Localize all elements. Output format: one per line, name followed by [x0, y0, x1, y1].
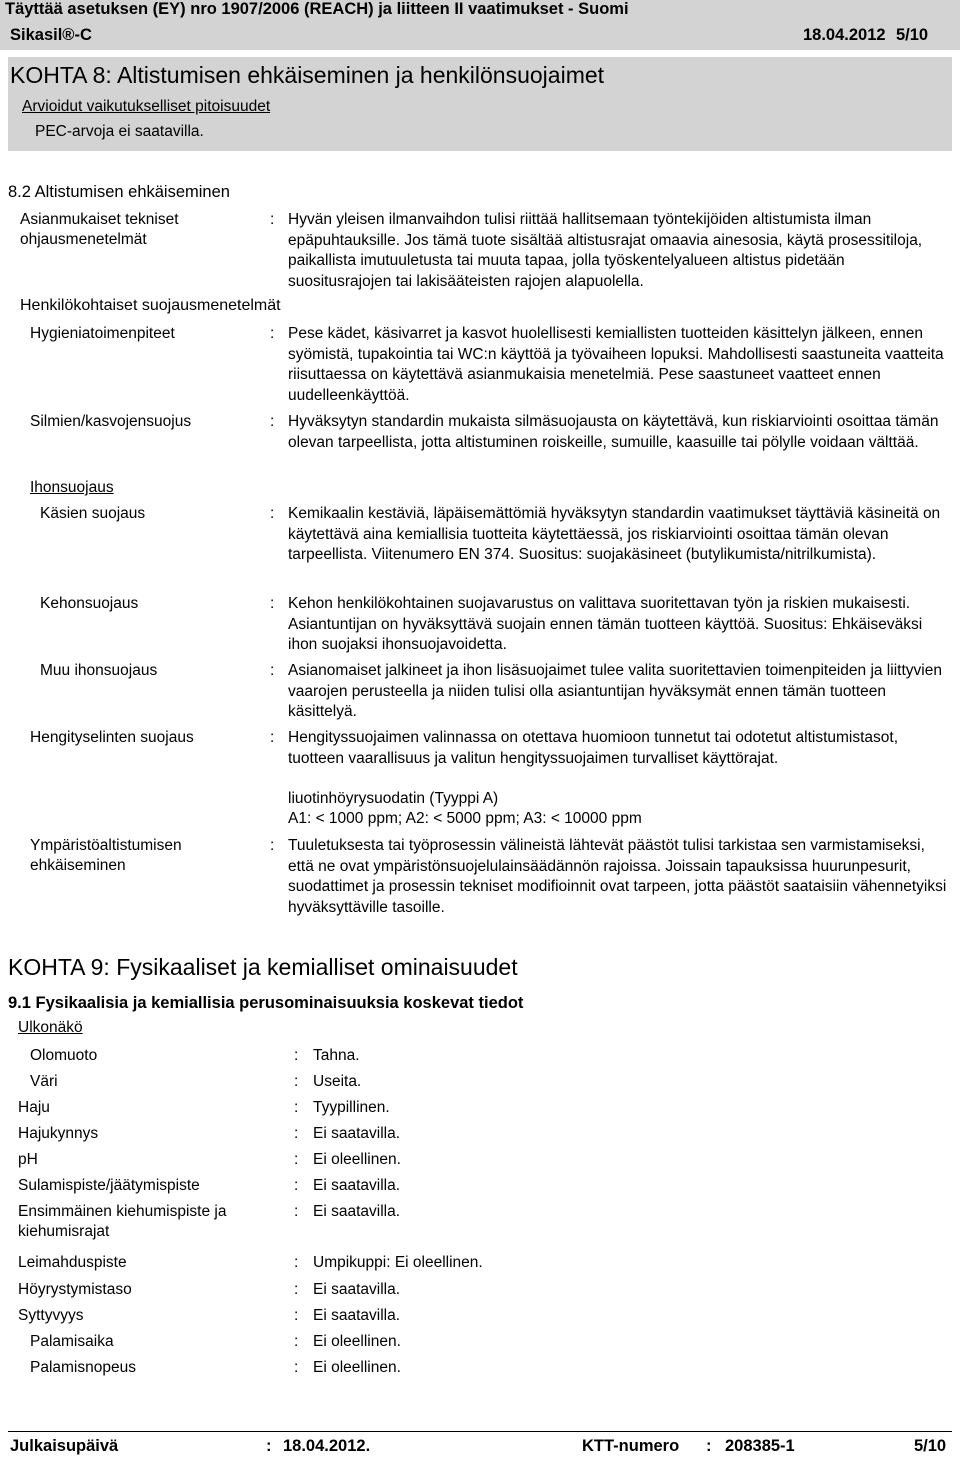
property-label: Hajukynnys — [18, 1125, 99, 1142]
footer-divider — [8, 1431, 952, 1432]
property-label: Sulamispiste/jäätymispiste — [18, 1177, 200, 1194]
tech-controls-value: Hyvän yleisen ilmanvaihdon tulisi riittää hallitsemaan työntekijöiden altistumista ilman epäpuhtauksille. Jos tämä tuote sisältää altistusrajat omaavia ainesosia, käytä prosessitiloja, paikallista imutuuletusta tai muuta tapaa, jolla työskentelyalueen altistus pidetään suositusrajojen tai lakisääteisten rajojen alapuolella. — [288, 211, 923, 290]
property-value: Ei oleellinen. — [313, 1359, 401, 1376]
colon-separator: : — [270, 729, 275, 746]
appearance-heading: Ulkonäkö — [18, 1019, 83, 1036]
environmental-exposure-label-line1: Ympäristöaltistumisen — [30, 837, 182, 854]
colon-separator: : — [294, 1151, 299, 1168]
colon-separator: : — [266, 1437, 272, 1455]
other-skin-protection-label: Muu ihonsuojaus — [40, 662, 158, 679]
ktt-number-label: KTT-numero — [582, 1437, 680, 1455]
respiratory-limits: A1: < 1000 ppm; A2: < 5000 ppm; A3: < 10000 ppm — [288, 810, 642, 827]
colon-separator: : — [270, 505, 275, 522]
colon-separator: : — [294, 1281, 299, 1298]
footer-page-number: 5/10 — [914, 1437, 947, 1455]
colon-separator: : — [294, 1125, 299, 1142]
property-label: Väri — [30, 1073, 58, 1090]
property-label-line2: kiehumisrajat — [18, 1223, 110, 1240]
header-page-number: 5/10 — [896, 26, 929, 44]
property-label: Ensimmäinen kiehumispiste ja — [18, 1203, 227, 1220]
hand-protection-label: Käsien suojaus — [40, 505, 146, 522]
ktt-number-value: 208385-1 — [725, 1437, 795, 1455]
colon-separator: : — [270, 211, 275, 228]
skin-protection-heading: Ihonsuojaus — [30, 479, 114, 496]
property-value: Ei oleellinen. — [313, 1333, 401, 1350]
concentrations-subheading: Arvioidut vaikutukselliset pitoisuudet — [22, 98, 271, 115]
property-value: Ei saatavilla. — [313, 1281, 401, 1298]
colon-separator: : — [294, 1254, 299, 1271]
body-protection-label: Kehonsuojaus — [40, 595, 139, 612]
header-date: 18.04.2012 — [803, 26, 886, 44]
property-value: Ei saatavilla. — [313, 1125, 401, 1142]
eye-protection-label: Silmien/kasvojensuojus — [30, 413, 192, 430]
section-9-title: KOHTA 9: Fysikaaliset ja kemialliset ominaisuudet — [8, 954, 518, 980]
property-label: Syttyvyys — [18, 1307, 84, 1324]
hygiene-value: Pese kädet, käsivarret ja kasvot huolellisesti kemiallisten tuotteiden käsittelyn jälkeen, ennen syömistä, tupakointia tai WC:n käyttöä ja työvaiheen lopuksi. Mahdollisesti saastuneita vaatteita riisuttaessa on käytettävä asianmukaisia menetelmiä. Pese saastuneet vaatteet ennen uudelleenkäyttöä. — [288, 325, 944, 404]
other-skin-protection-value: Asianomaiset jalkineet ja ihon lisäsuojaimet tulee valita suoritettavien toimenpiteiden ja liittyvien vaarojen perusteella ja niiden tulisi olla asiantuntijan hyväksymät ennen tämän tuotteen käsittelyä. — [288, 662, 942, 720]
property-value: Ei saatavilla. — [313, 1307, 401, 1324]
colon-separator: : — [294, 1203, 299, 1220]
property-label: Leimahduspiste — [18, 1254, 127, 1271]
property-value: Tahna. — [313, 1047, 360, 1064]
property-label: Palamisnopeus — [30, 1359, 136, 1376]
heading-9-1: 9.1 Fysikaalisia ja kemiallisia perusominaisuuksia koskevat tiedot — [8, 994, 524, 1012]
property-value: Umpikuppi: Ei oleellinen. — [313, 1254, 483, 1271]
colon-separator: : — [294, 1307, 299, 1324]
colon-separator: : — [270, 413, 275, 430]
property-label: Olomuoto — [30, 1047, 98, 1064]
respiratory-protection-value: Hengityssuojaimen valinnassa on otettava huomioon tunnetut tai odotetut altistumistasot, tuotteen vaarallisuus ja valitun hengityssuojaimen turvalliset käyttörajat. — [288, 729, 899, 767]
heading-8-2: 8.2 Altistumisen ehkäiseminen — [8, 183, 230, 201]
section-8-title: KOHTA 8: Altistumisen ehkäiseminen ja henkilönsuojaimet — [10, 62, 605, 88]
colon-separator: : — [270, 325, 275, 342]
publication-date-label: Julkaisupäivä — [10, 1437, 119, 1455]
property-label: Höyrystymistaso — [18, 1281, 132, 1298]
property-label: Haju — [18, 1099, 50, 1116]
regulation-title: Täyttää asetuksen (EY) nro 1907/2006 (REACH) ja liitteen II vaatimukset - Suomi — [5, 0, 629, 18]
property-value: Ei oleellinen. — [313, 1151, 401, 1168]
property-label: pH — [18, 1151, 38, 1168]
tech-controls-label-line2: ohjausmenetelmät — [20, 231, 147, 248]
colon-separator: : — [294, 1359, 299, 1376]
colon-separator: : — [706, 1437, 712, 1455]
colon-separator: : — [294, 1099, 299, 1116]
colon-separator: : — [270, 662, 275, 679]
hand-protection-value: Kemikaalin kestäviä, läpäisemättömiä hyväksytyn standardin vaatimukset täyttäviä käsineitä on käytettävä aina kemiallisia tuotteita käytettäessä, jos riskiarviointi osoittaa tämän olevan tarpeellista. Viitenumero EN 374. Suositus: suojakäsineet (butylikumista/nitrilkumista). — [288, 505, 941, 563]
property-value: Tyypillinen. — [313, 1099, 390, 1116]
hygiene-label: Hygieniatoimenpiteet — [30, 325, 175, 342]
publication-date-value: 18.04.2012. — [283, 1437, 371, 1455]
environmental-exposure-value: Tuuletuksesta tai työprosessin välineistä lähtevät päästöt tulisi tarkistaa sen varmistamiseksi, että ne ovat ympäristönsuojelulainsäädännön rajoissa. Joissain tapauksissa huurunpesurit, suodattimet ja prosessin tekniset modifioinnit ovat tarpeen, jotta päästöt saataisiin vähennetyiksi hyväksyttäville tasoille. — [288, 837, 947, 916]
property-label: Palamisaika — [30, 1333, 114, 1350]
property-value: Useita. — [313, 1073, 362, 1090]
respiratory-filter: liuotinhöyrysuodatin (Tyyppi A) — [288, 790, 499, 807]
property-value: Ei saatavilla. — [313, 1177, 401, 1194]
colon-separator: : — [294, 1177, 299, 1194]
body-protection-value: Kehon henkilökohtainen suojavarustus on valittava suoritettavan työn ja riskien mukaisesti. Asiantuntijan on hyväksyttävä suojain ennen tämän tuotteen käyttöä. Suositus: Ehkäiseväksi ihon suojaksi ihonsuojavoidetta. — [288, 595, 923, 653]
eye-protection-value: Hyväksytyn standardin mukaista silmäsuojausta on käytettävä, kun riskiarviointi osoittaa tämän olevan tarpeellista, jotta altistuminen roiskeille, sumuille, kaasuille tai pölylle voidaan välttää. — [288, 413, 939, 451]
personal-protection-heading: Henkilökohtaiset suojausmenetelmät — [20, 297, 281, 314]
colon-separator: : — [270, 837, 275, 854]
respiratory-protection-label: Hengityselinten suojaus — [30, 729, 194, 746]
colon-separator: : — [294, 1073, 299, 1090]
property-value: Ei saatavilla. — [313, 1203, 401, 1220]
colon-separator: : — [270, 595, 275, 612]
pec-note: PEC-arvoja ei saatavilla. — [35, 123, 204, 140]
colon-separator: : — [294, 1333, 299, 1350]
product-name: Sikasil®-C — [10, 26, 92, 44]
tech-controls-label-line1: Asianmukaiset tekniset — [20, 211, 179, 228]
environmental-exposure-label-line2: ehkäiseminen — [30, 857, 126, 874]
colon-separator: : — [294, 1047, 299, 1064]
